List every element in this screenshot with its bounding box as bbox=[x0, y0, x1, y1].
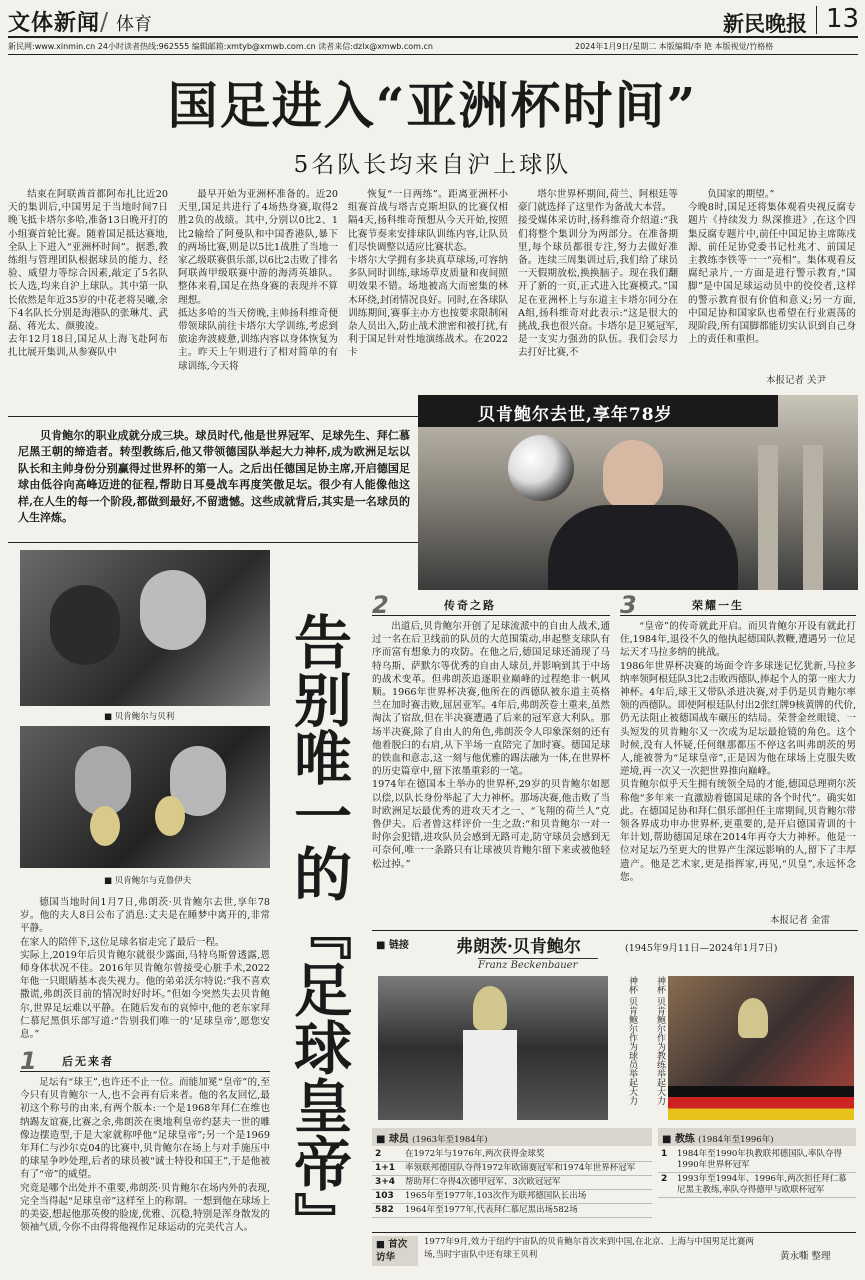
lead-byline: 本报记者 关尹 bbox=[766, 375, 827, 386]
lead-col-5: 负国家的期望。” 今晚8时,国足还将集体观看央视反腐专题片《持续发力 纵深推进》,在这个四集反腐专题片中,前任中国足协主席陈戌源、前任足协党委书记杜兆才、前国足主教练李铁等一一“亮相”。集体观看反腐纪录片,一方面是进行警示教育,“国脚”是中国足球运动员中的佼佼者,这样的警示教育很有价值和意义;另一方面,中国足协和国家队也希望在行业震荡的现阶段,所有国脚都能切实认识到自己身上的责任和重担。 bbox=[688, 189, 856, 346]
section-3-byline: 本报记者 金雷 bbox=[770, 915, 831, 926]
photo-coach-trophy bbox=[668, 976, 854, 1120]
section-1-text: 足坛有“球王”,也许还不止一位。而能加冕“皇帝”的,至今只有贝肯鲍尔一人,也不会再有后来者。他的名友回忆,最初这个称号的由来,有两个版本:一个是1968年拜仁在维也纳踢友谊赛,比赛之余,弗朗茨在奥地利皇帝约瑟夫一世的雕像边摆造型,于是大家就称呼他“足球皇帝”;另一个是1969年拜仁与沙尔克04的比赛中,贝肯鲍尔在场上与对手施压中的球星争吵处理,后者的球员被“诚士特役和国王”,于是他被有了“帝”的威望。 究竟是哪个出处并不重要,弗朗茨·贝肯鲍尔在场内外的表现,完全当得起“足球皇帝”这样至上的称谓。一想到他在球场上的美姿,想起他那英俊的脸庞,优雅、沉稳,特别是浑身散发的领袖气质,今你不由得将他视作足球运动的完美代言人。 bbox=[20, 1077, 270, 1234]
lead-col-3: 恢复“一日两练”。距离亚洲杯小组赛首战与塔吉克斯坦队的比赛仅相隔4天,扬科维奇预想从今天开始,按照比赛节奏来安排球队训练内容,让队员们尽快调整以适应比赛状态。 卡塔尔大学拥有多块真草球场,可容纳多队同时训练,球场草皮质量和夜间照明效果不错。场地被高大而密集的林木环绕,封闭情况良好。同时,在各球队训练期间,赛事主办方也按要求限制闲杂人员出入,防止战术泄密和被打扰,有利于国足针对性地演练战术。在2022卡 bbox=[348, 189, 508, 359]
header-meta-left: 新民网:www.xinmin.cn 24小时读者热线:962555 编辑邮箱:xmtyb@xmwb.com.cn 读者来信:dzlx@xmwb.com.cn bbox=[8, 42, 433, 51]
feature-banner: 贝肯鲍尔去世,享年78岁 bbox=[418, 395, 778, 427]
table-row: 1 1984年至1990年执教联邦德国队,率队夺得1990年世界杯冠军 bbox=[658, 1148, 856, 1173]
feature-intro: 贝肯鲍尔的职业成就分成三块。球员时代,他是世界冠军、足球先生、拜仁慕尼黑王朝的缔造者。转型教练后,他又带领德国队举起大力神杯,成为欧洲足坛以队长和主帅身份分别赢得过世界杯的第一人。之后出任德国足协主席,开启德国足球由低谷向高峰迈进的征程,帮助日耳曼战车再度笑傲足坛。很少有人能像他这样,在人生的每一个阶段,都做到最好,不留遗憾。这些成就背后,其实是一名球员的人生淬炼。 bbox=[18, 429, 410, 525]
lead-subhead: 5名队长均来自沪上球队 bbox=[293, 152, 572, 178]
section-2-header: 2 传奇之路 bbox=[372, 594, 610, 616]
german-flag bbox=[668, 1086, 854, 1120]
vertical-title: 告别唯一的『足球皇帝』 bbox=[284, 612, 352, 1250]
section-1-header: 1 后无来者 bbox=[20, 1050, 270, 1072]
visit-text: 1977年9月,效力于纽约宇宙队的贝肯鲍尔首次来到中国,在北京、上海与中国男足比赛两场,当时宇宙队中还有球王贝利 bbox=[424, 1237, 754, 1260]
lead-col-4: 塔尔世界杯期间,荷兰、阿根廷等豪门就选择了这里作为备战大本营。 接受媒体采访时,扬科维奇介绍道:“我们将整个集训分为两部分。在准备期里,每个球员都很专注,努力去做好准备。连续三周集训过后,我们给了球员一天假期放松,换换脑子。现在我们翻开了新的一页,正式进入比赛模式。”国足在亚洲杯上与东道主卡塔尔同分在A组,扬科维奇对此表示:“这是很大的挑战,我也很兴奋。卡塔尔是卫冕冠军,是一支实力强劲的队伍。我们会尽力去打好比赛,不 bbox=[518, 189, 678, 359]
paper-name: 新民晚报 bbox=[723, 11, 807, 36]
trophy-icon bbox=[90, 806, 120, 846]
photo-player-trophy bbox=[378, 976, 608, 1120]
football-icon bbox=[508, 435, 574, 501]
feature-left-text: 德国当地时间1月7日,弗朗茨·贝肯鲍尔去世,享年78岁。他的夫人8日公布了消息:丈夫是在睡梦中离开的,非常平静。 在家人的陪伴下,这位足球名宿走完了最后一程。 实际上,2019年后贝肯鲍尔就很少露面,马特乌斯曾透露,恩师身体状况不佳。2016年贝肯鲍尔曾接受心脏手术,2022年他一只眼睛基本丧失视力。他的弟弟沃尔特说:“我不喜欢撒谎,弗朗茨目前的情况时好时坏。”但如今突然失去贝肯鲍尔,世界足坛难以平静。在随后发布的哀悼中,他的老东家拜仁慕尼黑俱乐部写道:“告别我们唯一的‘足球皇帝’,愿您安息。” bbox=[20, 897, 270, 1041]
lead-col-2: 最早开始为亚洲杯准备的。近20天里,国足共进行了4场热身赛,取得2胜2负的战绩。其中,分别以0比2、1比2输给了阿曼队和中国香港队,暴下的两场比赛,则是以5比1战胜了当地一家乙级联赛俱乐部,以6比2击败了排名阿联酋甲级联赛中游的海湾英雄队。整体来看,国足在热身赛的表现并不算理想。 抵达多哈的当天傍晚,主帅扬科维奇便带领球队前往卡塔尔大学训练,考虑到旅途奔波疲惫,训练内容以身体恢复为主。昨天上午则进行了相对简单的有球训练,今天将 bbox=[178, 189, 338, 372]
lead-headline: 国足进入“亚洲杯时间” bbox=[167, 76, 698, 135]
section-2-text: 出道后,贝肯鲍尔开创了足球流派中的自由人战术,通过一名在后卫线前的队员的大范围策动,串起整支球队有序而富有想象力的攻防。在他之后,德国足球还涌现了马特乌斯、萨默尔等优秀的自由人球员,并影响到其于中场的战术变革。但弗朗茨追逐职业巅峰的过程绝非一帆风顺。1966年世界杯决赛,他所在的西德队被东道主英格兰在加时赛击败,屈居亚军。4年后,弗朗茨卷土重来,虽然淘汰了宿敌,但在半决赛遭遇了后来的冠军意大利队。那场半决赛,除了自由人的角色,弗朗茨令人印象深刻的还有他着脱臼的右肩,从下半场一直陪完了加时赛。德国足球的铁血和意志,这一刻与他优雅的踢法融为一体,在世界杯的历史篇章中,留下浓墨重彩的一笔。 1974年在德国本土举办的世界杯,29岁的贝肯鲍尔如愿以偿,以队长身份举起了大力神杯。那场决赛,他击败了当时欧洲足坛最优秀的进攻天才之一、“飞翔的荷兰人”克鲁伊夫。后者曾这样评价一生之敌:“和贝肯鲍尔一对一时你会犯错,进攻队员会感到无路可走,防守球员会感到无可奈何,唯一一条路只有让球被贝肯鲍尔留下来或被他轻松过掉。” bbox=[372, 621, 610, 870]
trophy-icon bbox=[738, 998, 768, 1038]
photo-cruyff-caption: ■ 贝肯鲍尔与克鲁伊夫 bbox=[104, 876, 192, 886]
section-title: 文体新闻 bbox=[8, 10, 101, 36]
table-row: 2 在1972年与1976年,两次获得金球奖 bbox=[372, 1148, 652, 1162]
compiler: 黄永嘶 整理 bbox=[780, 1251, 831, 1262]
section-3-header: 3 荣耀一生 bbox=[620, 594, 856, 616]
page-number: 13 bbox=[826, 4, 860, 34]
section-3-text: “皇帝”的传奇就此开启。而贝肯鲍尔开设有就此打住,1984年,退役不久的他执起德国队教鞭,遭遇另一位足坛天才马拉多纳的挑战。 1986年世界杯决赛的场面令许多球迷记忆犹新,马拉多纳率领阿根廷队3比2击败西德队,捧起个人的第一座大力神杯。4年后,球王又带队杀进决赛,对手仍是贝肯鲍尔率领的西德队。即使阿根廷队付出2张红牌9核黄牌的代价,仍无法阻止被德国战车碾压的结局。荣誉金丝眼镜、一头短发的贝肯鲍尔又一次成为足坛最抢镜的角色。这个时候,没有人怀疑,任何继那都压不停这名叫弗朗茨的男人,能被誉为“足球皇帝”,正是因为他在球场上克服失败逆境,再一次又一次把世界推向巅峰。 贝肯鲍尔似乎天生拥有统领全局的才能,德国总理朔尔茨称他“多年来一直激励着德国足球的各个时代”。确实如此。在德国足协和拜仁俱乐部担任主席期间,贝肯鲍尔带领各界成功申办世界杯,更重要的,是开启德国青训的十年计划,帮助德国足球在2014年再夺大力神杯。他是一位对足坛乃至更大的世界产生深远影响的人,留下了丰厚遗产。他是艺术家,更是指挥家,再见,“贝皇”,永远怀念您。 bbox=[620, 621, 856, 883]
player-table bbox=[372, 1148, 652, 1218]
coach-table-header: ■ 教练 (1984年至1996年) bbox=[658, 1128, 856, 1146]
sidebar-dates: (1945年9月11日—2024年1月7日) bbox=[625, 943, 778, 954]
sidebar-name: 弗朗茨·贝肯鲍尔 bbox=[456, 937, 581, 957]
table-row: 3+4 帮助拜仁夺得4次德甲冠军、3次欧冠冠军 bbox=[372, 1176, 652, 1190]
table-row: 582 1964年至1977年,代表拜仁慕尼黑出场582场 bbox=[372, 1204, 652, 1218]
photo-pele bbox=[20, 550, 270, 706]
page-header: 文体新闻 / 体育 新民晚报 13 bbox=[8, 4, 860, 36]
photo-pele-caption: ■ 贝肯鲍尔与贝利 bbox=[104, 712, 175, 722]
photo-cruyff bbox=[20, 726, 270, 868]
signature: Franz Beckenbauer bbox=[478, 958, 598, 971]
caption-coach-trophy: 神杯 贝肯鲍尔作为教练举起大力 bbox=[655, 976, 665, 1105]
coach-table bbox=[658, 1148, 856, 1198]
lead-col-1: 结束在阿联酋首都阿布扎比近20天的集训后,中国男足于当地时间7日晚飞抵卡塔尔多哈,准备13日晚开打的小组赛首轮比赛。随着国足抵达赛地,全队上下进入“亚洲杯时间”。据悉,教练组与管理团队根据球员的能力、经验、威望力等综合因素,敲定了5名队长人选,均来自沪上球队。其中第一队长依然是年近35岁的中花老将吴曦,余下4名队长分别是海港队的张琳芃、武磊、蒋光太、颜骏凌。 去年12月18日,国足从上海飞赴阿布扎比展开集训,从参赛队中 bbox=[8, 189, 168, 359]
subsection-title: 体育 bbox=[116, 14, 152, 35]
header-meta-right: 2024年1月9日/星期二 本版编辑/李 艳 本版视觉/竹格格 bbox=[575, 42, 774, 51]
portrait-face bbox=[603, 440, 663, 510]
visit-label: ■ 首次访华 bbox=[372, 1236, 418, 1266]
caption-player-trophy: 神杯 贝肯鲍尔作为球员举起大力 bbox=[627, 976, 637, 1105]
trophy-icon bbox=[473, 986, 507, 1030]
player-table-header: ■ 球员 (1963年至1984年) bbox=[372, 1128, 652, 1146]
sidebar-tag: ■ 链接 bbox=[376, 940, 409, 951]
trophy-icon bbox=[155, 796, 185, 836]
table-row: 1+1 率领联邦德国队夺得1972年欧锦赛冠军和1974年世界杯冠军 bbox=[372, 1162, 652, 1176]
table-row: 103 1965年至1977年,103次作为联邦德国队长出场 bbox=[372, 1190, 652, 1204]
table-row: 2 1993年至1994年、1996年,两次担任拜仁慕尼黑主教练,率队夺得德甲与欧联杯冠军 bbox=[658, 1173, 856, 1198]
